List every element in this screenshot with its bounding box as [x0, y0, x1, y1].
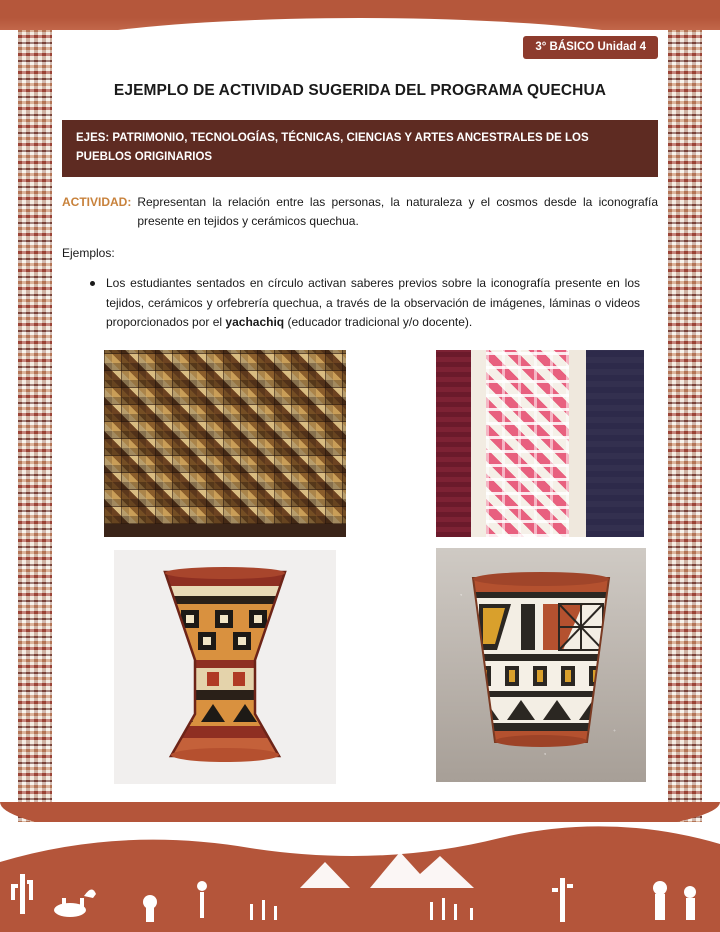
- examples-list: [62, 274, 658, 332]
- ceramic-vessel-black-white-image: [436, 548, 646, 782]
- document-content: [62, 36, 658, 790]
- bullet-text-part1: Los estudiantes sentados en círculo activan saberes previos sobre la iconografía presente en los tejidos, cerámicos y orfebrería quechua, a través de la observación de imágenes, láminas o videos proporcionados por el: [106, 276, 640, 329]
- activity-text: Representan la relación entre las personas, la naturaleza y el cosmos desde la iconografía presente en tejidos y cerámicos quechua.: [137, 194, 658, 228]
- bottom-decorative-art: [0, 822, 720, 932]
- textile-fragment-brown-image: [104, 350, 346, 537]
- ejes-bar: EJES: PATRIMONIO, TECNOLOGÍAS, TÉCNICAS, CIENCIAS Y ARTES ANCESTRALES DE LOS PUEBLOS ORIGINARIOS: [62, 120, 658, 177]
- examples-label: Ejemplos:: [62, 246, 115, 261]
- andean-landscape-silhouette: [0, 822, 720, 932]
- activity-block: [62, 193, 658, 230]
- image-gallery: [62, 350, 658, 790]
- band-maroon: [436, 350, 471, 537]
- page-title: EJEMPLO DE ACTIVIDAD SUGERIDA DEL PROGRAMA QUECHUA: [113, 82, 607, 99]
- left-border-pattern: [18, 30, 52, 830]
- ceramic-vessel-orange-image: [114, 550, 336, 784]
- band-pink-pattern: [486, 350, 569, 537]
- activity-label: ACTIVIDAD:: [62, 194, 132, 209]
- unit-badge: 3° BÁSICO Unidad 4: [523, 36, 658, 59]
- bullet-text-part2: (educador tradicional y/o docente).: [284, 315, 473, 329]
- list-item: [106, 274, 640, 332]
- textile-band-pink-image: [436, 350, 644, 537]
- band-white-right: [569, 350, 586, 537]
- band-navy: [586, 350, 644, 537]
- ceramic-vessel-black-white-drawing: [463, 564, 619, 756]
- band-white-left: [471, 350, 486, 537]
- bullet-text-bold: yachachiq: [225, 315, 285, 329]
- right-border-pattern: [668, 30, 702, 830]
- ceramic-vessel-orange-drawing: [151, 564, 299, 764]
